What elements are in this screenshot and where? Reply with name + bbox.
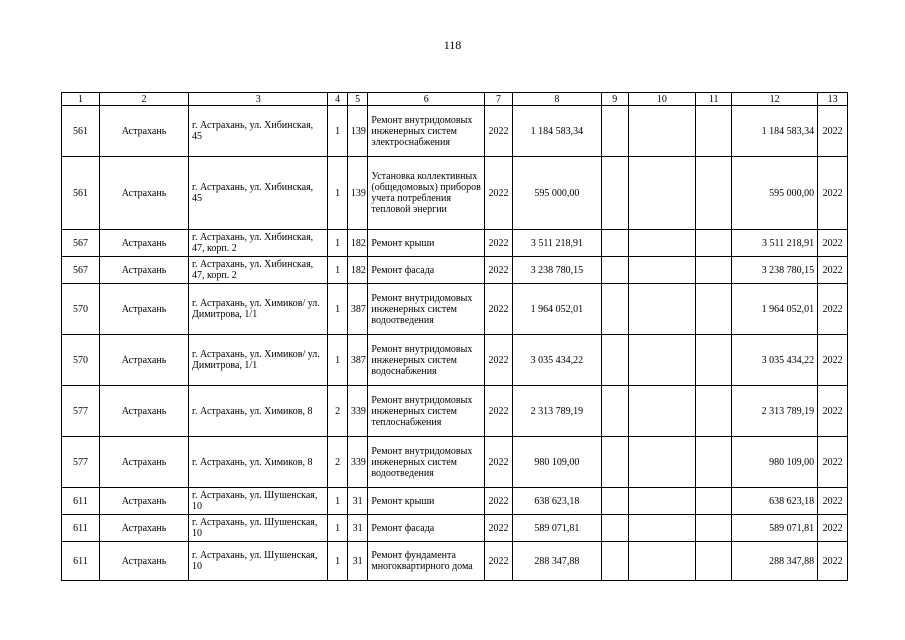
col-13-value: 2022 <box>818 157 848 230</box>
municipality: Астрахань <box>99 157 188 230</box>
col-10-value <box>628 437 696 488</box>
col-5-value: 31 <box>347 542 367 581</box>
year: 2022 <box>485 515 513 542</box>
col-5-value: 182 <box>347 230 367 257</box>
page-number: 118 <box>443 38 462 52</box>
cost: 2 313 789,19 <box>512 386 601 437</box>
table-row <box>62 106 848 157</box>
work-type: Ремонт фундамента многоквартирного дома <box>368 542 485 581</box>
table-row <box>62 335 848 386</box>
year: 2022 <box>485 542 513 581</box>
col-9-value <box>601 437 628 488</box>
col-13-value: 2022 <box>818 257 848 284</box>
table-row <box>62 437 848 488</box>
address: г. Астрахань, ул. Шушенская, 10 <box>189 515 328 542</box>
col-12-value: 3 511 218,91 <box>732 230 818 257</box>
col-11-value <box>696 335 732 386</box>
address: г. Астрахань, ул. Химиков, 8 <box>189 386 328 437</box>
col-5-value: 139 <box>347 106 367 157</box>
address: г. Астрахань, ул. Хибинская, 45 <box>189 106 328 157</box>
col-12-value: 3 238 780,15 <box>732 257 818 284</box>
col-12-value: 1 964 052,01 <box>732 284 818 335</box>
work-type: Ремонт фасада <box>368 515 485 542</box>
col-5-value: 182 <box>347 257 367 284</box>
col-4-value: 1 <box>328 157 347 230</box>
column-header: 3 <box>189 93 328 106</box>
col-4-value: 2 <box>328 437 347 488</box>
row-number: 567 <box>62 230 100 257</box>
cost: 1 964 052,01 <box>512 284 601 335</box>
year: 2022 <box>485 386 513 437</box>
col-11-value <box>696 157 732 230</box>
repair-schedule-table <box>61 92 848 581</box>
col-11-value <box>696 106 732 157</box>
table-row <box>62 515 848 542</box>
municipality: Астрахань <box>99 284 188 335</box>
column-header: 6 <box>368 93 485 106</box>
col-13-value: 2022 <box>818 515 848 542</box>
col-10-value <box>628 488 696 515</box>
col-9-value <box>601 106 628 157</box>
address: г. Астрахань, ул. Хибинская, 47, корп. 2 <box>189 257 328 284</box>
row-number: 561 <box>62 106 100 157</box>
col-4-value: 1 <box>328 542 347 581</box>
municipality: Астрахань <box>99 257 188 284</box>
column-header: 12 <box>732 93 818 106</box>
work-type: Ремонт крыши <box>368 230 485 257</box>
column-header: 1 <box>62 93 100 106</box>
row-number: 570 <box>62 335 100 386</box>
row-number: 570 <box>62 284 100 335</box>
col-4-value: 2 <box>328 386 347 437</box>
address: г. Астрахань, ул. Хибинская, 47, корп. 2 <box>189 230 328 257</box>
col-10-value <box>628 515 696 542</box>
address: г. Астрахань, ул. Химиков, 8 <box>189 437 328 488</box>
table-row <box>62 284 848 335</box>
col-9-value <box>601 515 628 542</box>
work-type: Ремонт внутридомовых инженерных систем водоснабжения <box>368 335 485 386</box>
col-12-value: 2 313 789,19 <box>732 386 818 437</box>
cost: 3 238 780,15 <box>512 257 601 284</box>
col-12-value: 595 000,00 <box>732 157 818 230</box>
row-number: 567 <box>62 257 100 284</box>
column-header: 10 <box>628 93 696 106</box>
col-4-value: 1 <box>328 488 347 515</box>
col-4-value: 1 <box>328 515 347 542</box>
address: г. Астрахань, ул. Шушенская, 10 <box>189 542 328 581</box>
col-4-value: 1 <box>328 284 347 335</box>
column-header: 2 <box>99 93 188 106</box>
col-5-value: 339 <box>347 386 367 437</box>
year: 2022 <box>485 284 513 335</box>
row-number: 611 <box>62 515 100 542</box>
col-12-value: 638 623,18 <box>732 488 818 515</box>
cost: 1 184 583,34 <box>512 106 601 157</box>
col-10-value <box>628 542 696 581</box>
work-type: Установка коллективных (общедомовых) приборов учета потребления тепловой энергии <box>368 157 485 230</box>
municipality: Астрахань <box>99 106 188 157</box>
work-type: Ремонт внутридомовых инженерных систем водоотведения <box>368 437 485 488</box>
col-11-value <box>696 437 732 488</box>
col-11-value <box>696 284 732 335</box>
address: г. Астрахань, ул. Шушенская, 10 <box>189 488 328 515</box>
cost: 980 109,00 <box>512 437 601 488</box>
cost: 595 000,00 <box>512 157 601 230</box>
col-12-value: 980 109,00 <box>732 437 818 488</box>
col-13-value: 2022 <box>818 335 848 386</box>
municipality: Астрахань <box>99 488 188 515</box>
table-row <box>62 488 848 515</box>
col-5-value: 139 <box>347 157 367 230</box>
col-9-value <box>601 257 628 284</box>
col-11-value <box>696 488 732 515</box>
col-10-value <box>628 257 696 284</box>
municipality: Астрахань <box>99 542 188 581</box>
column-header: 9 <box>601 93 628 106</box>
col-9-value <box>601 335 628 386</box>
column-header: 5 <box>347 93 367 106</box>
col-13-value: 2022 <box>818 386 848 437</box>
col-9-value <box>601 157 628 230</box>
col-12-value: 288 347,88 <box>732 542 818 581</box>
col-4-value: 1 <box>328 257 347 284</box>
col-13-value: 2022 <box>818 230 848 257</box>
col-13-value: 2022 <box>818 106 848 157</box>
address: г. Астрахань, ул. Хибинская, 45 <box>189 157 328 230</box>
address: г. Астрахань, ул. Химиков/ ул. Димитрова, 1/1 <box>189 284 328 335</box>
col-10-value <box>628 335 696 386</box>
cost: 589 071,81 <box>512 515 601 542</box>
col-12-value: 589 071,81 <box>732 515 818 542</box>
col-9-value <box>601 230 628 257</box>
municipality: Астрахань <box>99 230 188 257</box>
municipality: Астрахань <box>99 386 188 437</box>
col-10-value <box>628 386 696 437</box>
col-11-value <box>696 230 732 257</box>
col-10-value <box>628 106 696 157</box>
col-12-value: 3 035 434,22 <box>732 335 818 386</box>
work-type: Ремонт внутридомовых инженерных систем электроснабжения <box>368 106 485 157</box>
col-4-value: 1 <box>328 106 347 157</box>
col-12-value: 1 184 583,34 <box>732 106 818 157</box>
year: 2022 <box>485 230 513 257</box>
col-4-value: 1 <box>328 335 347 386</box>
row-number: 577 <box>62 437 100 488</box>
col-10-value <box>628 284 696 335</box>
row-number: 611 <box>62 488 100 515</box>
row-number: 561 <box>62 157 100 230</box>
column-header: 13 <box>818 93 848 106</box>
municipality: Астрахань <box>99 437 188 488</box>
col-13-value: 2022 <box>818 284 848 335</box>
year: 2022 <box>485 335 513 386</box>
column-header: 4 <box>328 93 347 106</box>
col-13-value: 2022 <box>818 488 848 515</box>
col-13-value: 2022 <box>818 542 848 581</box>
cost: 3 511 218,91 <box>512 230 601 257</box>
col-9-value <box>601 284 628 335</box>
col-4-value: 1 <box>328 230 347 257</box>
column-number-row <box>62 93 848 106</box>
table-row <box>62 257 848 284</box>
col-9-value <box>601 542 628 581</box>
col-5-value: 31 <box>347 488 367 515</box>
work-type: Ремонт фасада <box>368 257 485 284</box>
cost: 3 035 434,22 <box>512 335 601 386</box>
work-type: Ремонт внутридомовых инженерных систем теплоснабжения <box>368 386 485 437</box>
col-10-value <box>628 157 696 230</box>
col-11-value <box>696 386 732 437</box>
col-5-value: 339 <box>347 437 367 488</box>
col-5-value: 387 <box>347 284 367 335</box>
address: г. Астрахань, ул. Химиков/ ул. Димитрова, 1/1 <box>189 335 328 386</box>
col-11-value <box>696 515 732 542</box>
table-row <box>62 542 848 581</box>
col-13-value: 2022 <box>818 437 848 488</box>
municipality: Астрахань <box>99 335 188 386</box>
col-9-value <box>601 386 628 437</box>
year: 2022 <box>485 157 513 230</box>
year: 2022 <box>485 106 513 157</box>
col-9-value <box>601 488 628 515</box>
row-number: 577 <box>62 386 100 437</box>
cost: 638 623,18 <box>512 488 601 515</box>
column-header: 8 <box>512 93 601 106</box>
column-header: 7 <box>485 93 513 106</box>
row-number: 611 <box>62 542 100 581</box>
table-row <box>62 386 848 437</box>
col-10-value <box>628 230 696 257</box>
col-5-value: 31 <box>347 515 367 542</box>
col-5-value: 387 <box>347 335 367 386</box>
year: 2022 <box>485 437 513 488</box>
col-11-value <box>696 542 732 581</box>
municipality: Астрахань <box>99 515 188 542</box>
year: 2022 <box>485 257 513 284</box>
table-row <box>62 157 848 230</box>
cost: 288 347,88 <box>512 542 601 581</box>
work-type: Ремонт внутридомовых инженерных систем водоотведения <box>368 284 485 335</box>
col-11-value <box>696 257 732 284</box>
work-type: Ремонт крыши <box>368 488 485 515</box>
year: 2022 <box>485 488 513 515</box>
column-header: 11 <box>696 93 732 106</box>
table-row <box>62 230 848 257</box>
